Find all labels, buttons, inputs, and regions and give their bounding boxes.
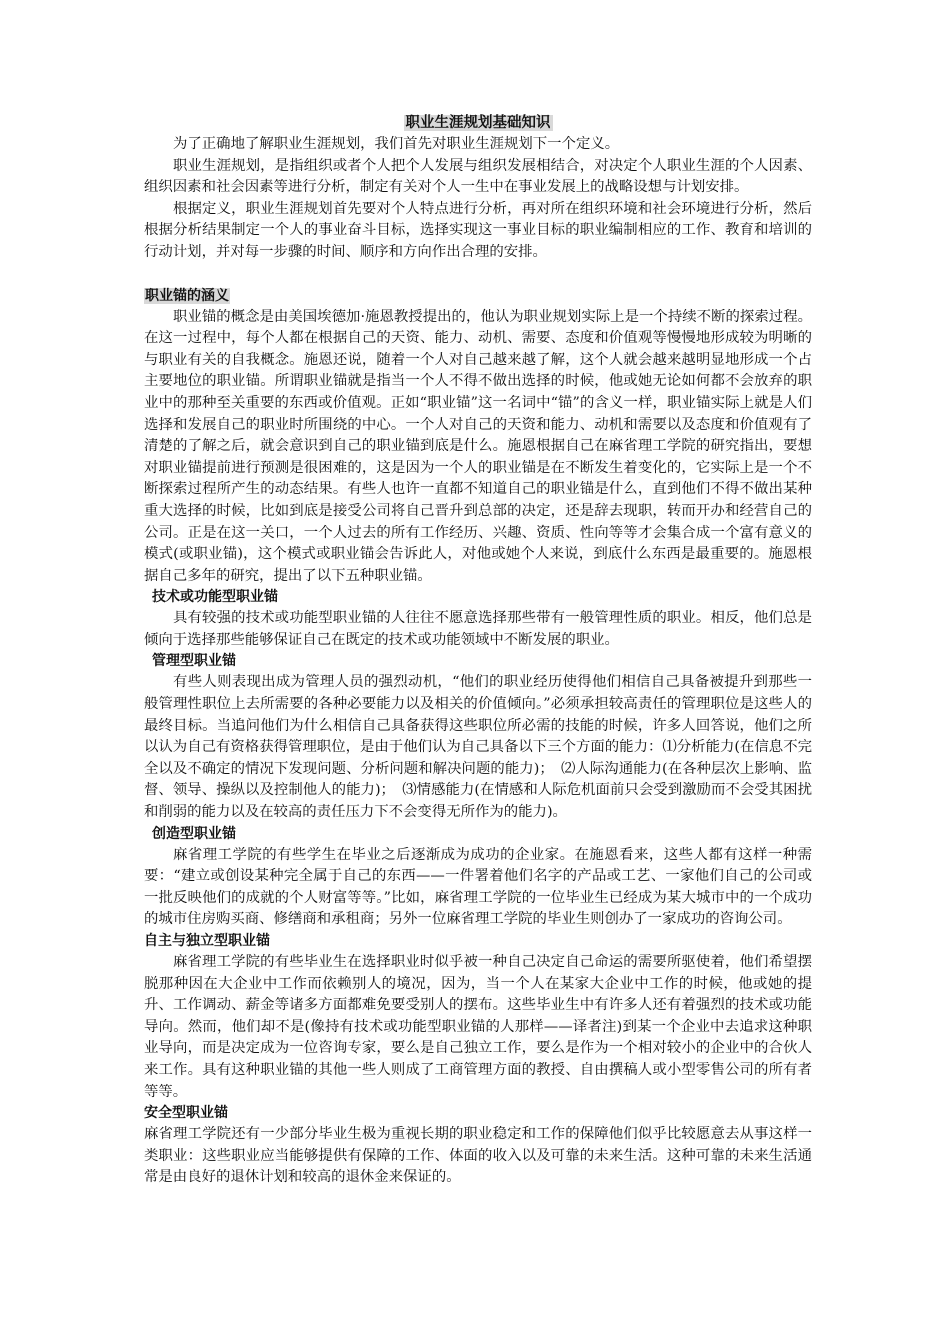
intro-paragraph-1: 为了正确地了解职业生涯规划，我们首先对职业生涯规划下一个定义。: [173, 136, 620, 152]
anchor-section-heading-text: 职业锚的涵义: [145, 287, 229, 304]
section-spacer: [144, 264, 812, 285]
document-body: [144, 112, 812, 1189]
type-heading-security: 安全型职业锚: [144, 1105, 228, 1122]
type-paragraph-technical: 具有较强的技术或功能型职业锚的人往往不愿意选择那些带有一般管理性质的职业。相反，他们总是倾向于选择那些能够保证自己在既定的技术或功能领域中不断发展的职业。: [144, 610, 812, 648]
document-title: [144, 112, 812, 134]
anchor-section-heading: [144, 285, 812, 307]
type-paragraph-managerial: 有些人则表现出成为管理人员的强烈动机，“他们的职业经历使得他们相信自己具备被提升到那些一般管理性职位上去所需要的各种必要能力以及相关的价值倾向。”必须承担较高责任的管理职位是这些人的最终目标。当追问他们为什么相信自己具备获得这些职位所必需的技能的时候，许多人回答说，他们之所以认为自己有资格获得管理职位，是由于他们认为自己具备以下三个方面的能力：⑴分析能力(在信息不完全以及不确定的情况下发现问题、分析问题和解决问题的能力)； ⑵人际沟通能力(在各种层次上影响、监督、领导、操纵以及控制他人的能力)； ⑶情感能力(在情感和人际危机面前只会受到激励而不会受其困扰和削弱的能力以及在较高的责任压力下不会变得无所作为的能力)。: [144, 674, 812, 821]
type-heading-technical: 技术或功能型职业锚: [152, 589, 278, 606]
type-paragraph-autonomy: 麻省理工学院的有些毕业生在选择职业时似乎被一种自己决定自己命运的需要所驱使着，他们希望摆脱那种因在大企业中工作而依赖别人的境况，因为，当一个人在某家大企业中工作的时候，他或她的提升、工作调动、薪金等诸多方面都难免要受别人的摆布。这些毕业生中有许多人还有着强烈的技术或功能导向。然而，他们却不是(像持有技术或功能型职业锚的人那样——译者注)到某一个企业中去追求这种职业导向，而是决定成为一位咨询专家，要么是自己独立工作，要么是作为一个相对较小的企业中的合伙人来工作。具有这种职业锚的其他一些人则成了工商管理方面的教授、自由撰稿人或小型零售公司的所有者等等。: [144, 954, 812, 1100]
anchor-section-paragraph: 职业锚的概念是由美国埃德加·施恩教授提出的，他认为职业规划实际上是一个持续不断的探索过程。在这一过程中，每个人都在根据自己的天资、能力、动机、需要、态度和价值观等慢慢地形成较为明晰的与职业有关的自我概念。施恩还说，随着一个人对自己越来越了解，这个人就会越来越明显地形成一个占主要地位的职业锚。所谓职业锚就是指当一个人不得不做出选择的时候，他或她无论如何都不会放弃的职业中的那种至关重要的东西或价值观。正如“职业锚”这一名词中“锚”的含义一样，职业锚实际上就是人们选择和发展自己的职业时所围绕的中心。一个人对自己的天资和能力、动机和需要以及态度和价值观有了清楚的了解之后，就会意识到自己的职业锚到底是什么。施恩根据自己在麻省理工学院的研究指出，要想对职业锚提前进行预测是很困难的，这是因为一个人的职业锚是在不断发生着变化的，它实际上是一个不断探索过程所产生的动态结果。有些人也许一直都不知道自己的职业锚是什么，直到他们不得不做出某种重大选择的时候，比如到底是接受公司将自己晋升到总部的决定，还是辞去现职，转而开办和经营自己的公司。正是在这一关口，一个人过去的所有工作经历、兴趣、资质、性向等等才会集合成一个富有意义的模式(或职业锚)，这个模式或职业锚会告诉此人，对他或她个人来说，到底什么东西是最重要的。施恩根据自己多年的研究，提出了以下五种职业锚。: [144, 308, 812, 584]
intro-paragraph-3: 根据定义，职业生涯规划首先要对个人特点进行分析，再对所在组织环境和社会环境进行分析，然后根据分析结果制定一个人的事业奋斗目标，选择实现这一事业目标的职业编制相应的工作、教育和培训的行动计划，并对每一步骤的时间、顺序和方向作出合理的安排。: [144, 200, 812, 260]
intro-paragraph-2: 职业生涯规划，是指组织或者个人把个人发展与组织发展相结合，对决定个人职业生涯的个人因素、组织因素和社会因素等进行分析，制定有关对个人一生中在事业发展上的战略设想与计划安排。: [144, 157, 812, 196]
type-heading-managerial: 管理型职业锚: [152, 653, 236, 670]
document-title-text: 职业生涯规划基础知识: [405, 115, 551, 131]
type-paragraph-security: 麻省理工学院还有一少部分毕业生极为重视长期的职业稳定和工作的保障他们似乎比较愿意去从事这样一类职业：这些职业应当能够提供有保障的工作、体面的收入以及可靠的未来生活。这种可靠的未来生活通常是由良好的退休计划和较高的退休金来保证的。: [144, 1126, 812, 1186]
type-paragraph-creative: 麻省理工学院的有些学生在毕业之后逐渐成为成功的企业家。在施恩看来，这些人都有这样一种需要：“建立或创设某种完全属于自己的东西——一件署着他们名字的产品或工艺、一家他们自己的公司或一批反映他们的成就的个人财富等等。”比如，麻省理工学院的一位毕业生已经成为某大城市中的一个成功的城市住房购买商、修缮商和承租商；另外一位麻省理工学院的毕业生则创办了一家成功的咨询公司。: [144, 846, 812, 928]
type-heading-creative: 创造型职业锚: [152, 825, 236, 842]
type-heading-autonomy: 自主与独立型职业锚: [144, 933, 270, 949]
